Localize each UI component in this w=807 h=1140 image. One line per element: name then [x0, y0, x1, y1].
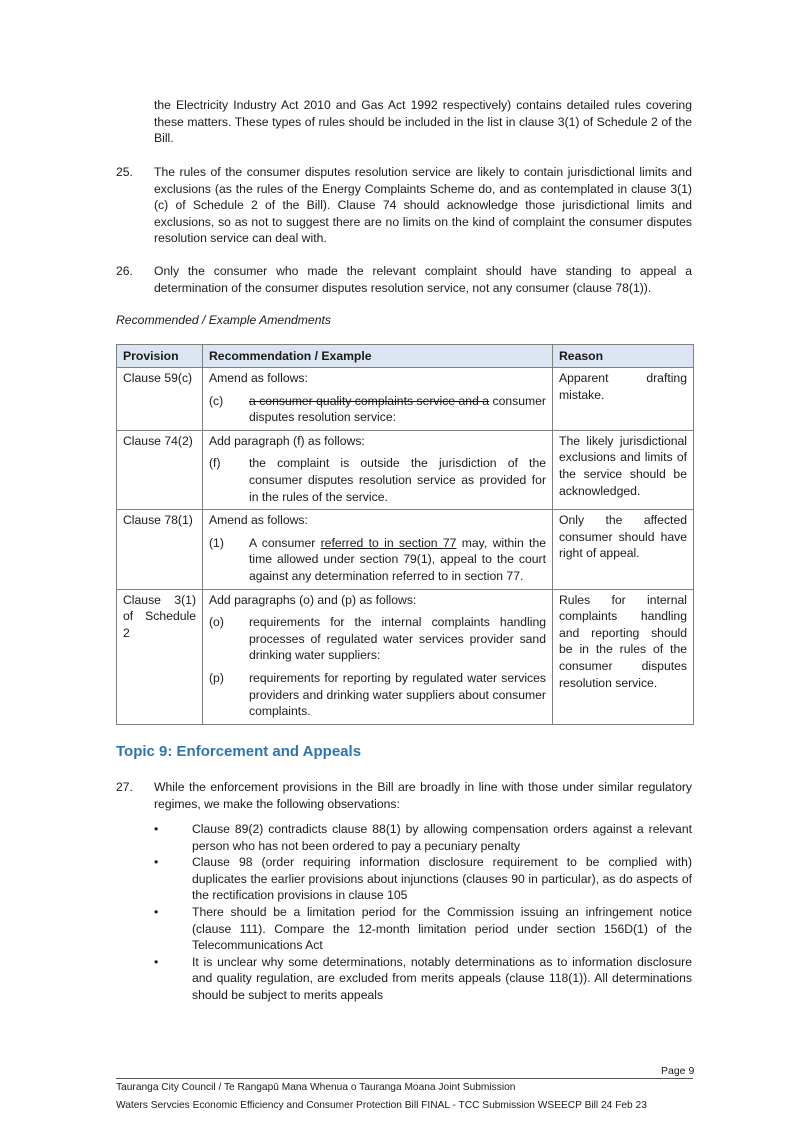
list-item-text: It is unclear why some determinations, notably determinations as to information disclosure and quality regulation, are excluded from merits appeals (clause 118(1)). All determinations should be subject to merits appeals [192, 954, 692, 1002]
reason-cell: Rules for internal complaints handling and reporting should be in the rules of the consumer disputes resolution service. [553, 589, 694, 724]
item-label: (o) [209, 615, 224, 630]
list-item-text: Clause 98 (order requiring information disclosure requirement to be complied with) duplicates the earlier provisions about injunctions (clauses 90 in particular), as do aspects of the rectification provisions in clause 105 [192, 855, 692, 903]
item-text: requirements for the internal complaints handling processes of regulated water services provider sand drinking water suppliers: [249, 615, 546, 663]
item-text: the complaint is outside the jurisdiction of the consumer disputes resolution service as provided for in the rules of the service. [249, 456, 546, 504]
intro-continuation: the Electricity Industry Act 2010 and Gas Act 1992 respectively) contains detailed rules covering these matters. These types of rules should be included in the list in clause 3(1) of Schedule 2 of the Bill. [154, 98, 692, 146]
paragraph-25 [116, 164, 692, 247]
list-item-text: There should be a limitation period for the Commission issuing an infringement notice (clause 111). Compare the 12-month limitation period under section 156D(1) of the Telecommunications Act [192, 904, 692, 953]
footer-line-2: Waters Servcies Economic Efficiency and Consumer Protection Bill FINAL - TCC Submission WSEECP Bill 24 Feb 23 [116, 1100, 647, 1111]
reason-cell: Only the affected consumer should have right of appeal. [553, 510, 694, 589]
table-row [117, 510, 694, 589]
provision-cell: Clause 3(1) of Schedule 2 [117, 589, 203, 724]
table-caption: Recommended / Example Amendments [116, 313, 331, 327]
paragraph-27 [116, 779, 692, 812]
item-pre: A consumer [249, 535, 321, 550]
list-item [154, 821, 692, 854]
bullet-icon: • [154, 904, 159, 919]
paragraph-text: The rules of the consumer disputes resolution service are likely to contain jurisdictional limits and exclusions (as the rules of the Energy Complaints Scheme do, and as contemplated in clause 3(1)(c) of Schedule 2 of the Bill). Clause 74 should acknowledge those jurisdictional limits and exclusions, so as not to suggest there are no limits on the kind of complaint the consumer disputes resolution service can deal with. [154, 165, 692, 246]
amendment-item [209, 614, 546, 664]
recommendation-intro: Add paragraph (f) as follows: [209, 433, 365, 448]
paragraph-text: Only the consumer who made the relevant complaint should have standing to appeal a determination of the consumer disputes resolution service, not any consumer (clause 78(1)). [154, 264, 692, 295]
list-item [154, 904, 692, 954]
table-row [117, 430, 694, 509]
list-item [154, 954, 692, 1004]
item-label: (1) [209, 535, 224, 550]
recommendation-intro: Add paragraphs (o) and (p) as follows: [209, 592, 417, 607]
amendment-item [209, 670, 546, 720]
amendment-item [209, 535, 546, 585]
reason-cell: Apparent drafting mistake. [553, 368, 694, 431]
underlined-text: referred to in section 77 [320, 535, 457, 550]
recommendation-intro: Amend as follows: [209, 513, 308, 528]
provision-cell: Clause 78(1) [117, 510, 203, 589]
footer-divider [116, 1078, 693, 1079]
bullet-icon: • [154, 822, 159, 836]
item-label: (f) [209, 456, 221, 471]
footer-line-1: Tauranga City Council / Te Rangapū Mana Whenua o Tauranga Moana Joint Submission [116, 1082, 516, 1093]
provision-cell: Clause 74(2) [117, 430, 203, 509]
amendment-item [209, 393, 546, 426]
paragraph-number: 26. [116, 264, 133, 278]
header-recommendation: Recommendation / Example [203, 345, 553, 368]
paragraph-number: 25. [116, 165, 133, 179]
item-text [249, 535, 546, 585]
bullet-icon: • [154, 855, 159, 870]
table-row [117, 368, 694, 431]
recommendation-cell [203, 510, 553, 589]
item-text: requirements for reporting by regulated water services providers and drinking water suppliers about consumer complaints. [249, 670, 546, 719]
item-body: may, within the time allowed under section 79(1), appeal to the court against any determination referred to in section 77. [249, 535, 546, 583]
list-item [154, 854, 692, 904]
item-label: (p) [209, 670, 224, 685]
paragraph-number: 27. [116, 780, 133, 794]
paragraph-26 [116, 263, 692, 296]
recommendation-cell [203, 589, 553, 724]
provision-cell: Clause 59(c) [117, 368, 203, 431]
item-body: consumer disputes resolution service: [249, 393, 546, 425]
page-number: Page 9 [661, 1065, 695, 1077]
table-header-row [117, 345, 694, 368]
header-reason: Reason [553, 345, 694, 368]
header-provision: Provision [117, 345, 203, 368]
item-label: (c) [209, 393, 224, 408]
recommendation-cell [203, 368, 553, 431]
recommendation-intro: Amend as follows: [209, 371, 308, 385]
bullet-icon: • [154, 954, 159, 969]
paragraph-text: While the enforcement provisions in the Bill are broadly in line with those under similar regulatory regimes, we make the following observations: [154, 780, 692, 811]
reason-cell: The likely jurisdictional exclusions and limits of the service should be acknowledged. [553, 430, 694, 509]
section-heading: Topic 9: Enforcement and Appeals [116, 743, 362, 760]
amendment-item [209, 455, 546, 505]
recommendation-cell [203, 430, 553, 509]
item-text [249, 393, 546, 426]
table-row [117, 589, 694, 724]
list-item-text: Clause 89(2) contradicts clause 88(1) by allowing compensation orders against a relevant person who has not been ordered to pay a pecuniary penalty [192, 822, 692, 853]
struck-text: a consumer quality complaints service and a [249, 393, 490, 408]
amendments-table [116, 344, 694, 725]
observations-list [154, 821, 692, 1004]
